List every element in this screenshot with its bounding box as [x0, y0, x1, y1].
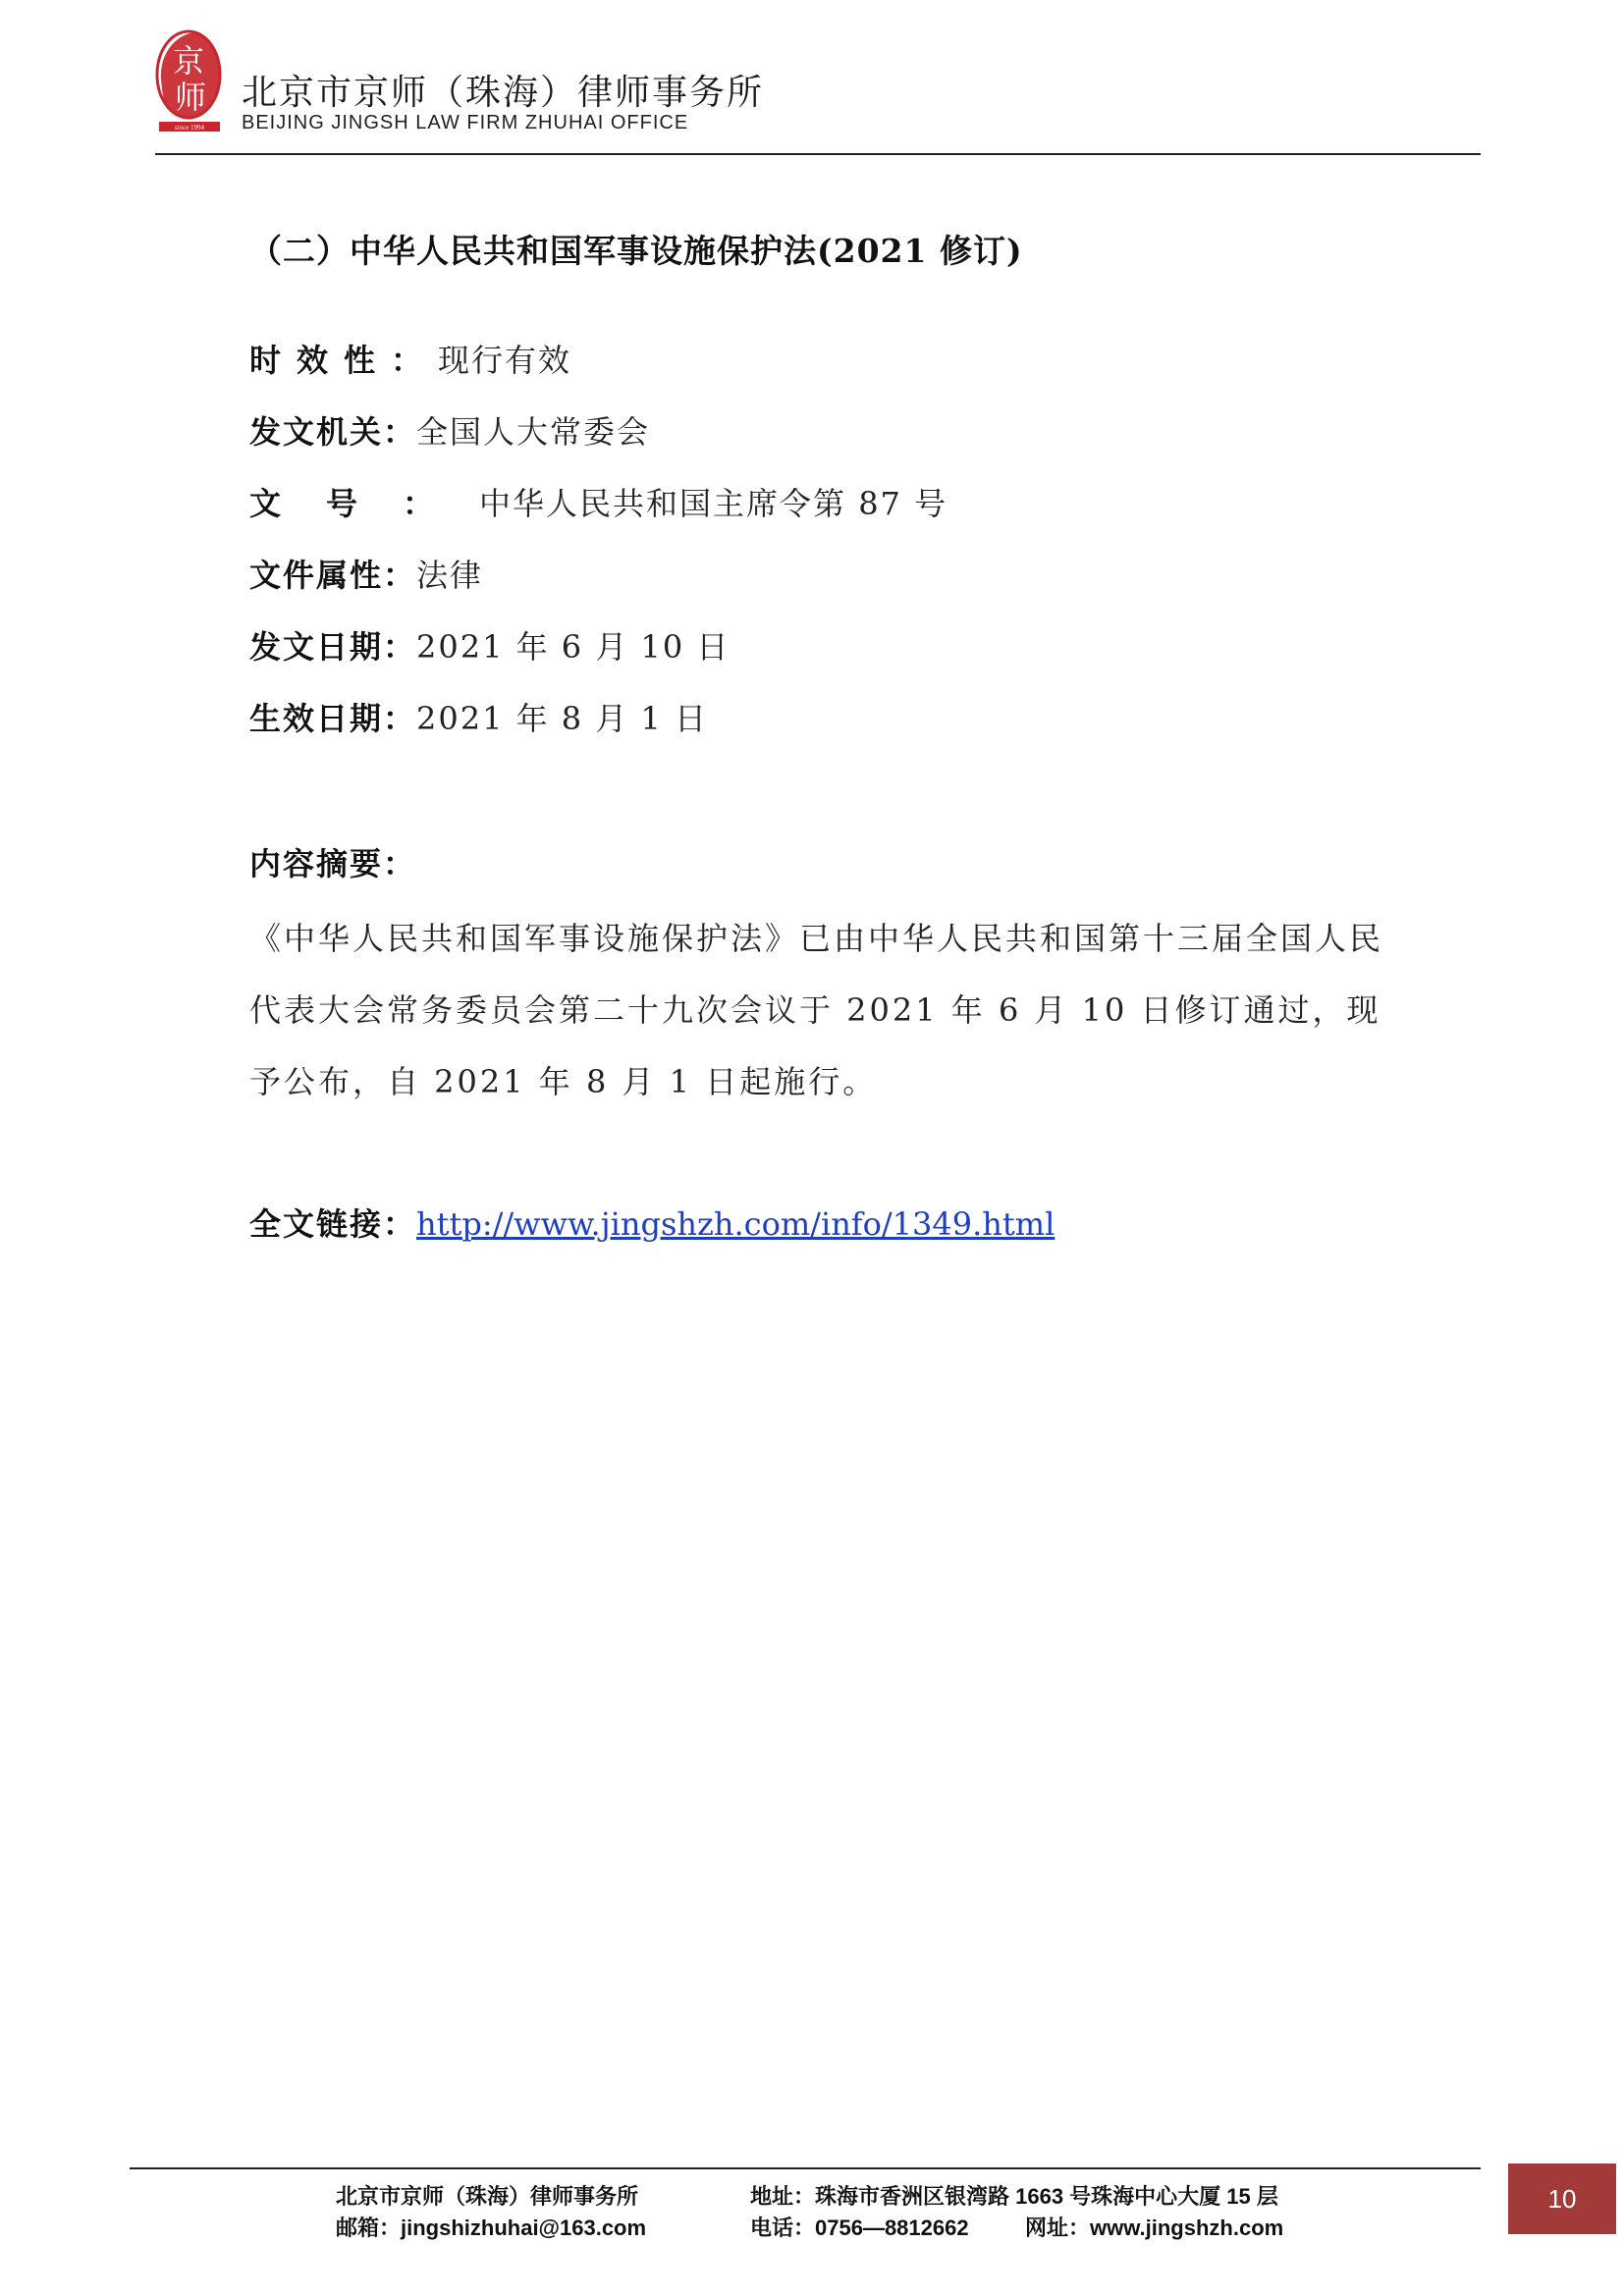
fulltext-link[interactable]: http://www.jingshzh.com/info/1349.html: [416, 1205, 1056, 1243]
footer-phone: 电话：0756—8812662: [750, 2216, 969, 2240]
meta-label: 文件属性：: [249, 557, 417, 594]
meta-label: 时效性：: [249, 342, 439, 379]
meta-value: 现行有效: [438, 342, 572, 379]
meta-row-issue-date: [249, 622, 730, 667]
footer-phone-website: [750, 2213, 1283, 2244]
footer-contact-left: [336, 2181, 646, 2244]
footer-firm-name: 北京市京师（珠海）律师事务所: [336, 2184, 639, 2209]
section-title: （二）中华人民共和国军事设施保护法(2021 修订): [249, 232, 1023, 270]
meta-label: 文号：: [249, 485, 480, 522]
summary-heading: 内容摘要：: [249, 845, 417, 882]
footer-website: 网址：www.jingshzh.com: [1025, 2216, 1284, 2240]
logo-glyph-bottom: 师: [174, 79, 207, 116]
meta-value: 全国人大常委会: [416, 413, 651, 451]
fulltext-row: [249, 1200, 1055, 1245]
meta-row-document-number: [249, 479, 947, 524]
footer-address: 地址：珠海市香洲区银湾路 1663 号珠海中心大厦 15 层: [750, 2184, 1278, 2209]
footer-email: 邮箱：jingshizhuhai@163.com: [336, 2216, 647, 2240]
meta-row-validity: [249, 336, 571, 381]
logo-since: since 1994: [174, 124, 205, 132]
summary-text: 《中华人民共和国军事设施保护法》已由中华人民共和国第十三届全国人民代表大会常务委员会第二十九次会议于 2021 年 6 月 10 日修订通过，现予公布，自 2021 年 8 月 1 日起施行。: [249, 920, 1384, 1100]
header-divider: [155, 153, 1481, 155]
footer-divider: [130, 2167, 1481, 2169]
meta-label: 发文机关：: [249, 413, 417, 451]
logo-glyph-top: 京: [172, 42, 205, 80]
meta-value: 2021 年 8 月 1 日: [416, 700, 709, 737]
meta-value: 中华人民共和国主席令第 87 号: [479, 485, 948, 522]
meta-label: 生效日期：: [249, 700, 417, 737]
meta-row-issuer: [249, 407, 650, 453]
firm-name-en: BEIJING JINGSH LAW FIRM ZHUHAI OFFICE: [242, 112, 689, 133]
page-header: [155, 27, 1481, 157]
footer-contact-right: [750, 2181, 1283, 2244]
meta-value: 法律: [416, 557, 484, 594]
page-number-badge: 10: [1508, 2163, 1616, 2234]
meta-value: 2021 年 6 月 10 日: [416, 628, 731, 666]
meta-row-document-type: [249, 551, 483, 596]
firm-name-cn: 北京市京师（珠海）律师事务所: [242, 73, 765, 113]
firm-logo-icon: [155, 27, 226, 133]
meta-label: 发文日期：: [249, 628, 417, 666]
fulltext-label: 全文链接：: [249, 1205, 417, 1243]
meta-row-effective-date: [249, 694, 708, 739]
